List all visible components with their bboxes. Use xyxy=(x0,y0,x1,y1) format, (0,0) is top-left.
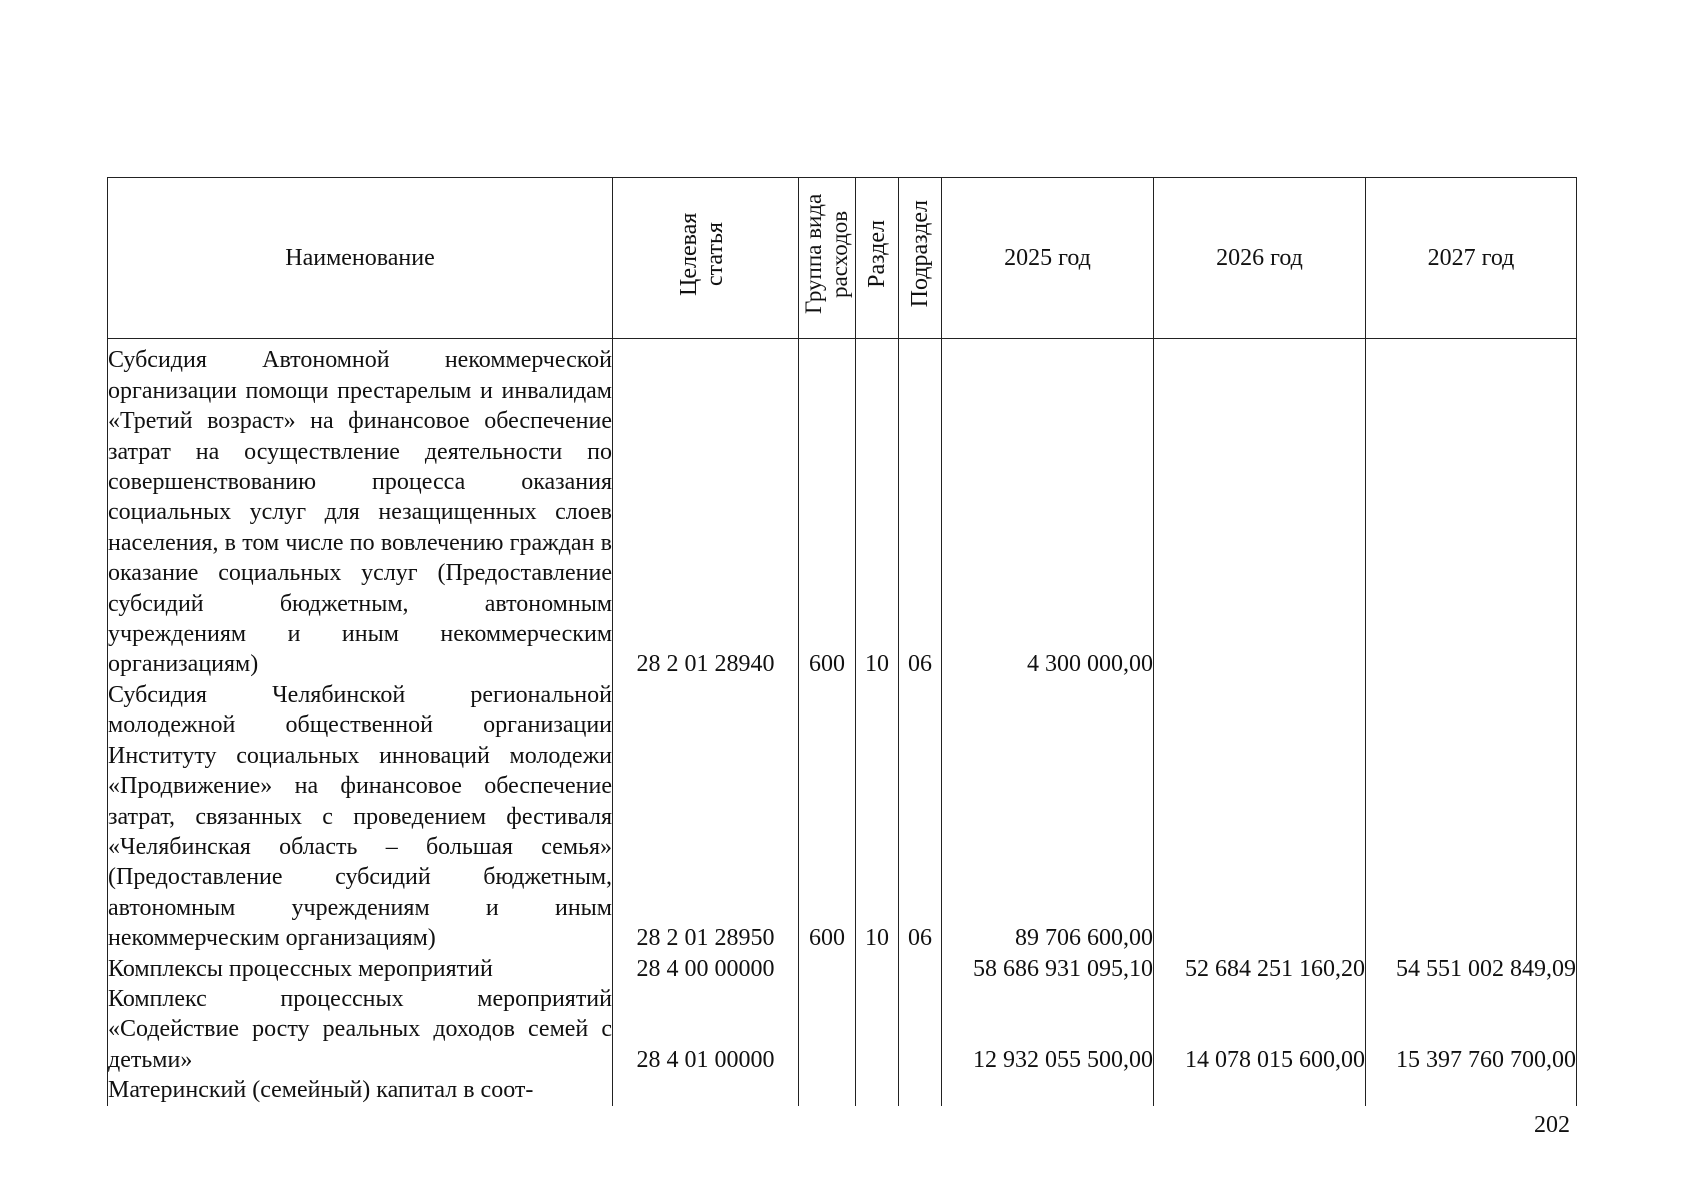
row-name: Субсидия Челябинской региональной молодежной общественной организации Институту социальных инноваций молодежи «Продвижение» на финансовое обеспечение затрат, связанных с проведением фестиваля «Челябинская область – большая семья» (Предоставление субсидий бюджетным, автономным учреждениям и иным некоммерческим организациям) xyxy=(108,680,613,954)
row-name-partial: Материнский (семейный) капитал в соот- xyxy=(108,1075,613,1105)
row-empty-cell xyxy=(1366,1075,1577,1105)
row-amount-2027 xyxy=(1366,680,1577,954)
row-expense-group xyxy=(799,984,856,1075)
header-subsection: Подраздел xyxy=(899,178,942,339)
header-expense-group: Группа вида расходов xyxy=(799,178,856,339)
row-name: Комплексы процессных мероприятий xyxy=(108,954,613,984)
row-empty-cell xyxy=(899,1075,942,1105)
row-expense-group: 600 xyxy=(799,680,856,954)
row-empty-cell xyxy=(1154,1075,1366,1105)
row-section xyxy=(856,984,899,1075)
row-expense-group xyxy=(799,954,856,984)
row-subsection: 06 xyxy=(899,339,942,680)
page-number: 202 xyxy=(1534,1112,1570,1138)
table-row xyxy=(108,680,1577,954)
row-expense-group: 600 xyxy=(799,339,856,680)
header-name: Наименование xyxy=(108,178,613,339)
row-amount-2026 xyxy=(1154,680,1366,954)
header-year-2026: 2026 год xyxy=(1154,178,1366,339)
table-row xyxy=(108,339,1577,680)
row-amount-2027: 15 397 760 700,00 xyxy=(1366,984,1577,1075)
row-target-article: 28 4 01 00000 xyxy=(613,984,799,1075)
table-header-row xyxy=(108,178,1577,339)
row-amount-2027 xyxy=(1366,339,1577,680)
row-amount-2026 xyxy=(1154,339,1366,680)
row-section: 10 xyxy=(856,680,899,954)
row-name: Комплекс процессных мероприятий «Содействие росту реальных доходов семей с детьми» xyxy=(108,984,613,1075)
row-name: Субсидия Автономной некоммерческой организации помощи престарелым и инвалидам «Третий возраст» на финансовое обеспечение затрат на осуществление деятельности по совершенствованию процесса оказания социальных услуг для незащищенных слоев населения, в том числе по вовлечению граждан в оказание социальных услуг (Предоставление субсидий бюджетным, автономным учреждениям и иным некоммерческим организациям) xyxy=(108,339,613,680)
row-subsection xyxy=(899,954,942,984)
row-amount-2027: 54 551 002 849,09 xyxy=(1366,954,1577,984)
row-target-article: 28 2 01 28940 xyxy=(613,339,799,680)
row-empty-cell xyxy=(799,1075,856,1105)
table-row xyxy=(108,954,1577,984)
row-amount-2026: 52 684 251 160,20 xyxy=(1154,954,1366,984)
row-section xyxy=(856,954,899,984)
row-amount-2025: 12 932 055 500,00 xyxy=(942,984,1154,1075)
table-row xyxy=(108,984,1577,1075)
row-empty-cell xyxy=(942,1075,1154,1105)
row-subsection xyxy=(899,984,942,1075)
header-year-2025: 2025 год xyxy=(942,178,1154,339)
row-amount-2025: 89 706 600,00 xyxy=(942,680,1154,954)
budget-table xyxy=(107,177,1577,1106)
header-year-2027: 2027 год xyxy=(1366,178,1577,339)
row-amount-2026: 14 078 015 600,00 xyxy=(1154,984,1366,1075)
row-amount-2025: 58 686 931 095,10 xyxy=(942,954,1154,984)
row-subsection: 06 xyxy=(899,680,942,954)
row-empty-cell xyxy=(613,1075,799,1105)
row-target-article: 28 2 01 28950 xyxy=(613,680,799,954)
row-empty-cell xyxy=(856,1075,899,1105)
row-section: 10 xyxy=(856,339,899,680)
row-amount-2025: 4 300 000,00 xyxy=(942,339,1154,680)
table-row-partial xyxy=(108,1075,1577,1105)
header-section: Раздел xyxy=(856,178,899,339)
row-target-article: 28 4 00 00000 xyxy=(613,954,799,984)
header-target-article: Целевая статья xyxy=(613,178,799,339)
